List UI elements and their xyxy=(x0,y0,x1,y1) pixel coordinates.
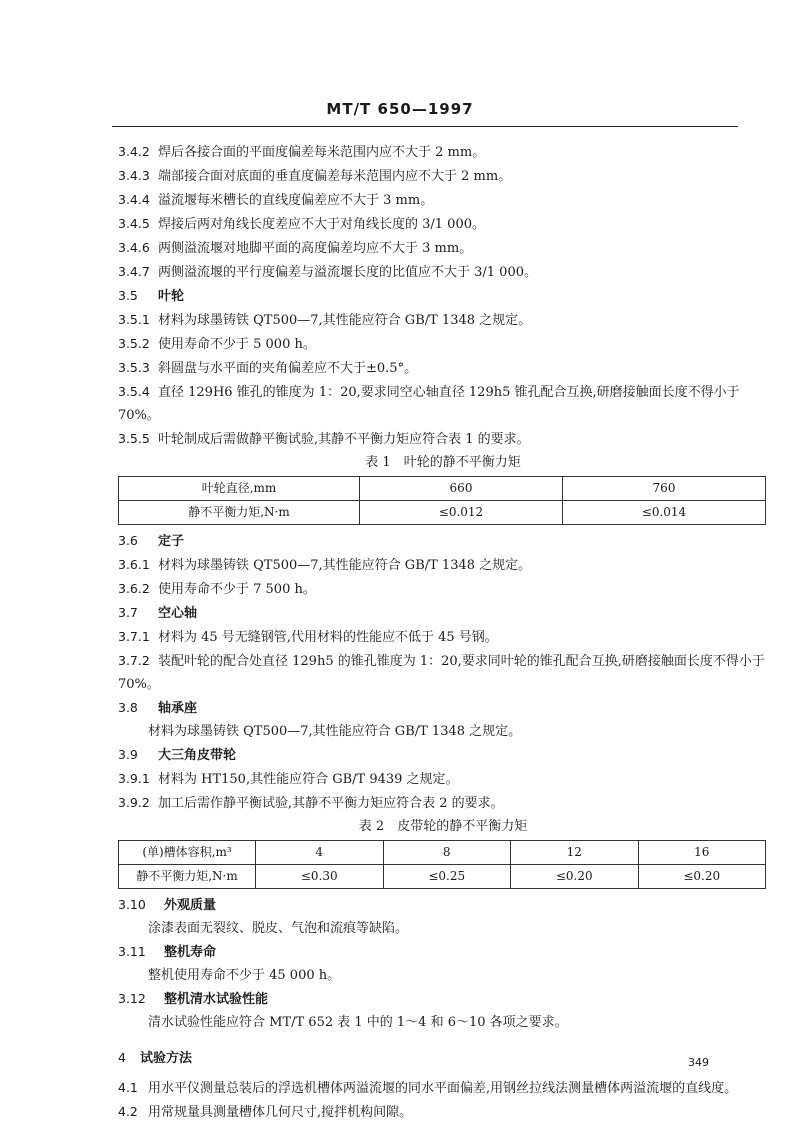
section-title: 外观质量 xyxy=(164,898,217,913)
clause-3-5-5 xyxy=(118,427,768,451)
clause-4-2 xyxy=(118,1100,768,1124)
clause-3-4-2 xyxy=(118,140,768,164)
section-heading-3-8 xyxy=(118,696,768,720)
section-title: 整机寿命 xyxy=(164,945,217,960)
clause-3-6-2 xyxy=(118,577,768,601)
clause-3-12-text: 清水试验性能应符合 MT/T 652 表 1 中的 1～4 和 6～10 各项之要求。 xyxy=(148,1015,568,1030)
table-cell: 760 xyxy=(563,477,766,501)
section-title: 空心轴 xyxy=(158,606,198,621)
section-title: 试验方法 xyxy=(140,1051,193,1066)
clause-number: 3.5.4 xyxy=(118,384,150,399)
section-heading-4 xyxy=(118,1046,768,1070)
clause-text: 用水平仪测量总装后的浮选机槽体两溢流堰的同水平面偏差,用钢丝拉线法测量槽体两溢流堰的直线度。 xyxy=(148,1081,738,1096)
clause-text: 直径 129H6 锥孔的锥度为 1：20,要求同空心轴直径 129h5 锥孔配合互换,研磨接触面长度不得小于 70%。 xyxy=(118,385,740,423)
clause-3-4-5 xyxy=(118,212,768,236)
clause-3-9-1 xyxy=(118,767,768,791)
clause-number: 4.1 xyxy=(118,1080,138,1095)
clause-3-4-4 xyxy=(118,188,768,212)
clause-number: 3.5.5 xyxy=(118,431,150,446)
table-cell: ≤0.25 xyxy=(383,865,511,889)
clause-number: 3.9.1 xyxy=(118,771,150,786)
clause-number: 3.4.2 xyxy=(118,144,150,159)
clause-number: 3.9.2 xyxy=(118,795,150,810)
section-number: 3.5 xyxy=(118,288,138,303)
table-cell: 12 xyxy=(511,841,639,865)
section-heading-3-7 xyxy=(118,601,768,625)
clause-3-9-2 xyxy=(118,791,768,815)
clause-number: 3.4.6 xyxy=(118,240,150,255)
clause-3-4-6 xyxy=(118,236,768,260)
section-title: 大三角皮带轮 xyxy=(158,748,237,763)
clause-text: 材料为 45 号无缝钢管,代用材料的性能应不低于 45 号钢。 xyxy=(158,630,498,645)
clause-text: 叶轮制成后需做静平衡试验,其静不平衡力矩应符合表 1 的要求。 xyxy=(158,432,530,447)
clause-text: 焊接后两对角线长度差应不大于对角线长度的 3/1 000。 xyxy=(158,217,485,232)
section-heading-3-10 xyxy=(118,893,768,917)
table-2-caption: 表 2 皮带轮的静不平衡力矩 xyxy=(358,819,528,834)
clause-text: 斜圆盘与水平面的夹角偏差应不大于±0.5°。 xyxy=(158,361,418,376)
document-header: MT/T 650—1997 xyxy=(326,100,474,118)
table-cell: ≤0.20 xyxy=(638,865,766,889)
section-number: 3.10 xyxy=(118,897,146,912)
clause-3-7-2 xyxy=(118,649,768,696)
table-cell: ≤0.20 xyxy=(511,865,639,889)
clause-3-8-text: 材料为球墨铸铁 QT500—7,其性能应符合 GB/T 1348 之规定。 xyxy=(148,724,522,739)
table-cell: 叶轮直径,mm xyxy=(119,477,360,501)
clause-number: 3.7.2 xyxy=(118,653,150,668)
document-body xyxy=(118,140,768,1124)
clause-text: 材料为球墨铸铁 QT500—7,其性能应符合 GB/T 1348 之规定。 xyxy=(158,558,532,573)
table-cell: 4 xyxy=(256,841,384,865)
clause-text: 使用寿命不少于 5 000 h。 xyxy=(158,337,316,352)
table-cell: ≤0.30 xyxy=(256,865,384,889)
table-cell: (单)槽体容积,m³ xyxy=(119,841,256,865)
table-cell: 16 xyxy=(638,841,766,865)
clause-number: 3.4.7 xyxy=(118,264,150,279)
clause-number: 3.6.1 xyxy=(118,557,150,572)
table-cell: ≤0.012 xyxy=(360,501,563,525)
clause-number: 3.4.4 xyxy=(118,192,150,207)
section-heading-3-11 xyxy=(118,940,768,964)
table-cell: 静不平衡力矩,N·m xyxy=(119,865,256,889)
clause-text: 溢流堰每米槽长的直线度偏差应不大于 3 mm。 xyxy=(158,193,434,208)
table-1-caption: 表 1 叶轮的静不平衡力矩 xyxy=(365,455,521,470)
table-row xyxy=(119,477,766,501)
clause-number: 3.6.2 xyxy=(118,581,150,596)
header-rule xyxy=(112,126,738,127)
clause-3-4-7 xyxy=(118,260,768,284)
table-row xyxy=(119,501,766,525)
table-cell: ≤0.014 xyxy=(563,501,766,525)
clause-text: 装配叶轮的配合处直径 129h5 的锥孔锥度为 1：20,要求同叶轮的锥孔配合互换,研磨接触面长度不得小于 70%。 xyxy=(118,654,765,692)
clause-number: 3.5.1 xyxy=(118,312,150,327)
clause-3-5-3 xyxy=(118,356,768,380)
table-cell: 660 xyxy=(360,477,563,501)
clause-3-5-2 xyxy=(118,332,768,356)
section-number: 4 xyxy=(118,1050,126,1065)
section-title: 叶轮 xyxy=(158,289,185,304)
clause-number: 3.4.3 xyxy=(118,168,150,183)
section-number: 3.9 xyxy=(118,747,138,762)
clause-text: 端部接合面对底面的垂直度偏差每米范围内应不大于 2 mm。 xyxy=(158,169,512,184)
clause-text: 用常规量具测量槽体几何尺寸,搅拌机构间隙。 xyxy=(148,1105,413,1120)
clause-number: 3.5.2 xyxy=(118,336,150,351)
clause-text: 两侧溢流堰对地脚平面的高度偏差均应不大于 3 mm。 xyxy=(158,241,473,256)
table-cell: 静不平衡力矩,N·m xyxy=(119,501,360,525)
section-title: 轴承座 xyxy=(158,701,198,716)
clause-text: 加工后需作静平衡试验,其静不平衡力矩应符合表 2 的要求。 xyxy=(158,796,504,811)
clause-4-1 xyxy=(118,1076,768,1100)
section-heading-3-12 xyxy=(118,987,768,1011)
table-row xyxy=(119,865,766,889)
clause-text: 两侧溢流堰的平行度偏差与溢流堰长度的比值应不大于 3/1 000。 xyxy=(158,265,537,280)
section-heading-3-6 xyxy=(118,529,768,553)
section-number: 3.11 xyxy=(118,944,146,959)
section-heading-3-5 xyxy=(118,284,768,308)
clause-text: 焊后各接合面的平面度偏差每米范围内应不大于 2 mm。 xyxy=(158,145,486,160)
clause-number: 4.2 xyxy=(118,1104,138,1119)
section-title: 整机清水试验性能 xyxy=(164,992,269,1007)
clause-number: 3.4.5 xyxy=(118,216,150,231)
clause-3-4-3 xyxy=(118,164,768,188)
section-number: 3.8 xyxy=(118,700,138,715)
clause-3-10-text: 涂漆表面无裂纹、脱皮、气泡和流痕等缺陷。 xyxy=(148,921,409,936)
clause-3-11-text: 整机使用寿命不少于 45 000 h。 xyxy=(148,968,341,983)
page-number: 349 xyxy=(688,1056,709,1069)
table-2 xyxy=(118,840,766,889)
section-number: 3.6 xyxy=(118,533,138,548)
table-cell: 8 xyxy=(383,841,511,865)
section-title: 定子 xyxy=(158,534,185,549)
section-number: 3.12 xyxy=(118,991,146,1006)
table-row xyxy=(119,841,766,865)
clause-3-5-1 xyxy=(118,308,768,332)
table-1 xyxy=(118,476,766,525)
clause-text: 材料为球墨铸铁 QT500—7,其性能应符合 GB/T 1348 之规定。 xyxy=(158,313,532,328)
clause-3-5-4 xyxy=(118,380,768,427)
clause-text: 使用寿命不少于 7 500 h。 xyxy=(158,582,316,597)
clause-text: 材料为 HT150,其性能应符合 GB/T 9439 之规定。 xyxy=(158,772,459,787)
clause-3-6-1 xyxy=(118,553,768,577)
section-heading-3-9 xyxy=(118,743,768,767)
clause-number: 3.7.1 xyxy=(118,629,150,644)
section-number: 3.7 xyxy=(118,605,138,620)
clause-number: 3.5.3 xyxy=(118,360,150,375)
clause-3-7-1 xyxy=(118,625,768,649)
